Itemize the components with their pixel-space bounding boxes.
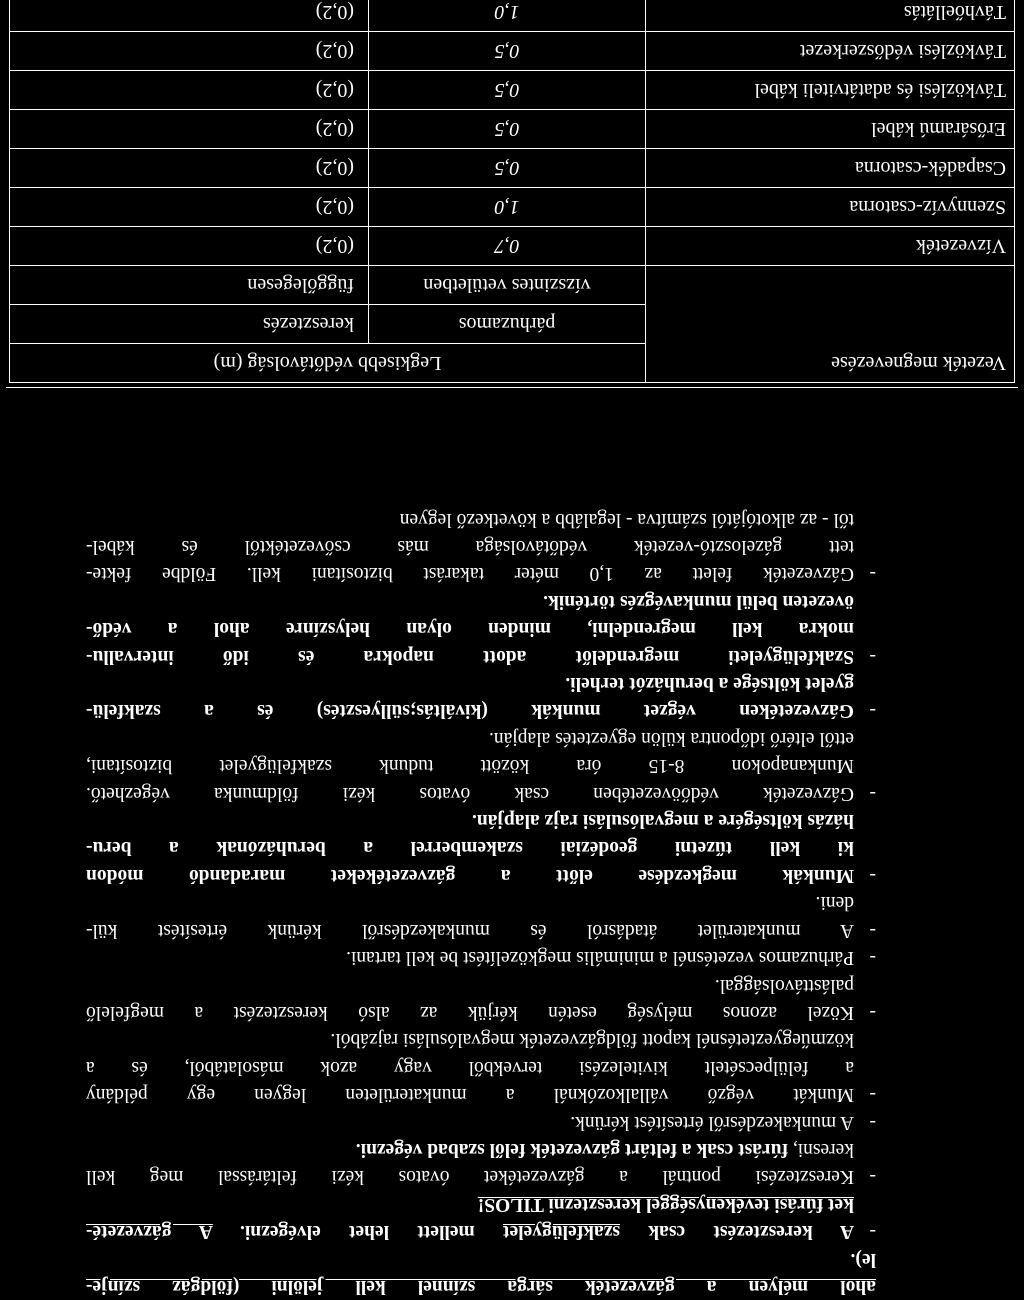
text-run: szakfelügyelet (503, 1221, 621, 1243)
bullet-dash: - (869, 864, 876, 886)
text-run: Szakfelügyeleti megrendelőt adott napokra és idő intervallu- (86, 645, 854, 667)
row-parallel: 1,0 (494, 196, 520, 219)
row-crossing-cell (10, 110, 369, 149)
row-parallel-cell (369, 0, 646, 32)
row-name-cell (646, 188, 1015, 227)
row-name-cell (646, 149, 1015, 188)
row-crossing: (0,2) (315, 40, 354, 63)
text-run: A gázvezeté- (86, 1221, 213, 1243)
row-parallel-cell (369, 110, 646, 149)
bullet-item (86, 1136, 876, 1191)
header-crossing: keresztezés (262, 313, 354, 336)
row-parallel-cell (369, 188, 646, 227)
bullet-item (86, 807, 876, 889)
text-run: deni. (815, 892, 854, 914)
bullet-line (86, 889, 854, 916)
text-run: övezeten belül munkavégzés történik. (543, 590, 854, 612)
row-name: Vízvezeték (916, 235, 1006, 258)
table-row (10, 188, 1015, 227)
text-run: Munkát végző vállalkozóknál a munkaterületen legyen egy példány (86, 1084, 854, 1106)
intro-paragraph (86, 1245, 876, 1300)
bullet-line (86, 697, 854, 724)
bullet-line (86, 807, 854, 834)
bullet-item (86, 1108, 876, 1135)
text-run: Munkanapokon 8-15 óra között tudunk szakfelügyelet biztosítani, (86, 755, 854, 777)
bullet-item (86, 1190, 876, 1245)
bullet-line (86, 1081, 854, 1108)
row-parallel: 0,5 (494, 79, 520, 102)
row-crossing-cell (10, 71, 369, 110)
bullet-line (86, 587, 854, 614)
row-crossing-cell (10, 32, 369, 71)
row-parallel: 0,5 (494, 118, 520, 141)
bullet-line (86, 1108, 854, 1135)
row-crossing: (0,2) (315, 79, 354, 102)
bullet-item (86, 971, 876, 1026)
bullet-line (86, 1026, 854, 1053)
bullet-line (86, 560, 854, 587)
row-name: Távközlési és adatátviteli kábel (754, 79, 1006, 102)
text-run: ket fúrási tevékenységgel keresztezni TILOS! (477, 1193, 854, 1215)
header-crossing-sub-cell (10, 266, 369, 305)
text-run: gyelet költsége a beruházót terheli. (565, 673, 854, 695)
row-name: Távhőellátás (903, 1, 1006, 24)
row-crossing-cell (10, 149, 369, 188)
row-name: Erősáramú kábel (871, 118, 1006, 141)
bullet-dash: - (869, 1084, 876, 1106)
bullet-dash: - (869, 645, 876, 667)
text-run: közműegyeztetésnél kapott földgázvezeték megvalósulási rajzából. (330, 1029, 854, 1051)
bullet-line (86, 779, 854, 806)
text-block (86, 505, 876, 1300)
text-run: mellett lehet elvégezni. (212, 1221, 504, 1243)
row-crossing: (0,2) (315, 157, 354, 180)
row-crossing-cell (10, 188, 369, 227)
table-row (10, 110, 1015, 149)
bullet-dash: - (869, 947, 876, 969)
bullet-line (86, 615, 854, 642)
header-name-cell (646, 266, 1015, 383)
bullet-line (86, 944, 854, 971)
row-name-cell (646, 32, 1015, 71)
table-row (10, 149, 1015, 188)
bullet-line (86, 670, 854, 697)
row-crossing: (0,2) (315, 196, 354, 219)
bullet-item (86, 505, 876, 587)
text-run: Gázvezetéken végzet munkák (kiváltás;süllyesztés) és a szakfelü- (86, 700, 854, 722)
text-run: Gázvezeték felett az 1,0 méter takarást biztosítani kell. Földbe fekte- (86, 563, 854, 585)
intro-line-2: le). (850, 1248, 876, 1270)
text-run: től - az alkotójától számítva - legalább a következő legyen (399, 508, 854, 530)
bullet-dash: - (869, 1001, 876, 1023)
text-run: mokra kell megrendelni, minden olyan helyszínre ahol a védő- (86, 618, 854, 640)
table-row (10, 71, 1015, 110)
header-crossing-cell (10, 305, 369, 344)
text-run: házás költségére a megvalósulási rajz alapján. (471, 810, 854, 832)
text-run: Keresztezési pontnál a gázvezetéket óvatos kézi feltárással meg kell (86, 1166, 854, 1188)
text-run: palásttávolsággal. (714, 974, 854, 996)
row-name: Szennyvíz-csatorna (849, 196, 1006, 219)
text-run: Közel azonos mélység esetén kérjük az alsó keresztezést a megfelelő (86, 1001, 854, 1023)
bullet-line (86, 1190, 854, 1217)
bullet-dash: - (869, 919, 876, 941)
bullet-item (86, 670, 876, 725)
text-run: ettől eltérő időpontra külön egyeztetés alapján. (489, 727, 854, 749)
text-run: tett gázelosztó-vezeték védőtávolsága más csővezetéktől és kábel- (86, 536, 854, 558)
row-parallel: 0,7 (494, 235, 520, 258)
bullet-line (86, 642, 854, 669)
bullet-line (86, 916, 854, 943)
bullet-item (86, 889, 876, 944)
bullet-line (86, 862, 854, 889)
protection-distance-table (9, 0, 1015, 383)
row-name-cell (646, 71, 1015, 110)
row-crossing-cell (10, 0, 369, 32)
bullet-line (86, 1163, 854, 1190)
text-run: fúrást csak a feltárt gázvezeték felől szabad végezni. (355, 1138, 788, 1160)
row-parallel-cell (369, 71, 646, 110)
text-run: A munkaterület átadásról és munkakezdésről kérünk értesítést kül- (86, 919, 854, 941)
row-parallel-cell (369, 227, 646, 266)
row-crossing: (0,2) (315, 1, 354, 24)
bullet-line (86, 834, 854, 861)
bullet-dash: - (869, 1221, 876, 1243)
text-run: Munkák megkezdése előtt a gázvezetékeket maradandó módon (86, 864, 854, 886)
header-distance-cell (10, 344, 646, 383)
bullet-item (86, 587, 876, 669)
row-parallel: 0,5 (494, 157, 520, 180)
row-parallel: 1,0 (494, 1, 520, 24)
row-name-cell (646, 0, 1015, 32)
text-run: keresni, (787, 1138, 854, 1160)
text-run: ki kell tűzetni geodéziai szakemberrel a beruházónak a beru- (86, 837, 854, 859)
row-name-cell (646, 110, 1015, 149)
table-top-rule (6, 387, 1018, 388)
text-run: a felülpecsételt kivitelezési tervekből vagy azok másolatából, és a (86, 1056, 854, 1078)
text-run: Párhuzamos vezetésnél a minimális megközelítést be kell tartani. (346, 947, 854, 969)
row-name: Távközlési védőszerkezet (799, 40, 1006, 63)
header-name: Vezeték megnevezése (831, 352, 1006, 374)
row-parallel-cell (369, 149, 646, 188)
bullet-line (86, 999, 854, 1026)
bullet-line (86, 971, 854, 998)
text-run: Gázvezeték védőövezetében csak óvatos kézi földmunka végezhető. (86, 782, 854, 804)
bullet-line (86, 1136, 854, 1163)
header-parallel-sub-cell (369, 266, 646, 305)
bullet-item (86, 724, 876, 806)
bullet-line (86, 533, 854, 560)
bullet-item (86, 944, 876, 971)
bullet-list (86, 505, 876, 1245)
row-name: Csapadék-csatorna (854, 157, 1006, 180)
bullet-line (86, 505, 854, 532)
table-header-row-1 (10, 344, 1015, 383)
bullet-line (86, 724, 854, 751)
text-run: A keresztezést csak (620, 1221, 854, 1243)
intro-line-1: ahol mélyen a gázvezeték sárga színnel kell jelölni (földgáz színje- (86, 1276, 876, 1297)
row-crossing: (0,2) (315, 235, 354, 258)
header-parallel-sub: vízszintes vetületben (423, 274, 591, 297)
row-parallel: 0,5 (494, 40, 520, 63)
row-crossing-cell (10, 227, 369, 266)
table-row (10, 32, 1015, 71)
bullet-item (86, 1026, 876, 1108)
bullet-dash: - (869, 782, 876, 804)
bullet-line (86, 1218, 854, 1245)
row-parallel-cell (369, 32, 646, 71)
header-distance: Legkisebb védőtávolság (m) (213, 352, 442, 375)
header-parallel: párhuzamos (458, 313, 556, 336)
bullet-line (86, 752, 854, 779)
bullet-dash: - (869, 1166, 876, 1188)
text-run: A munkakezdésről értesítést kérünk. (570, 1111, 854, 1133)
header-crossing-sub: függőlegesen (247, 274, 354, 297)
table-row (10, 227, 1015, 266)
bullet-dash: - (869, 1111, 876, 1133)
bullet-line (86, 1053, 854, 1080)
row-name-cell (646, 227, 1015, 266)
bullet-dash: - (869, 700, 876, 722)
bullet-dash: - (869, 563, 876, 585)
row-crossing: (0,2) (315, 118, 354, 141)
table-row (10, 0, 1015, 32)
header-parallel-cell (369, 305, 646, 344)
